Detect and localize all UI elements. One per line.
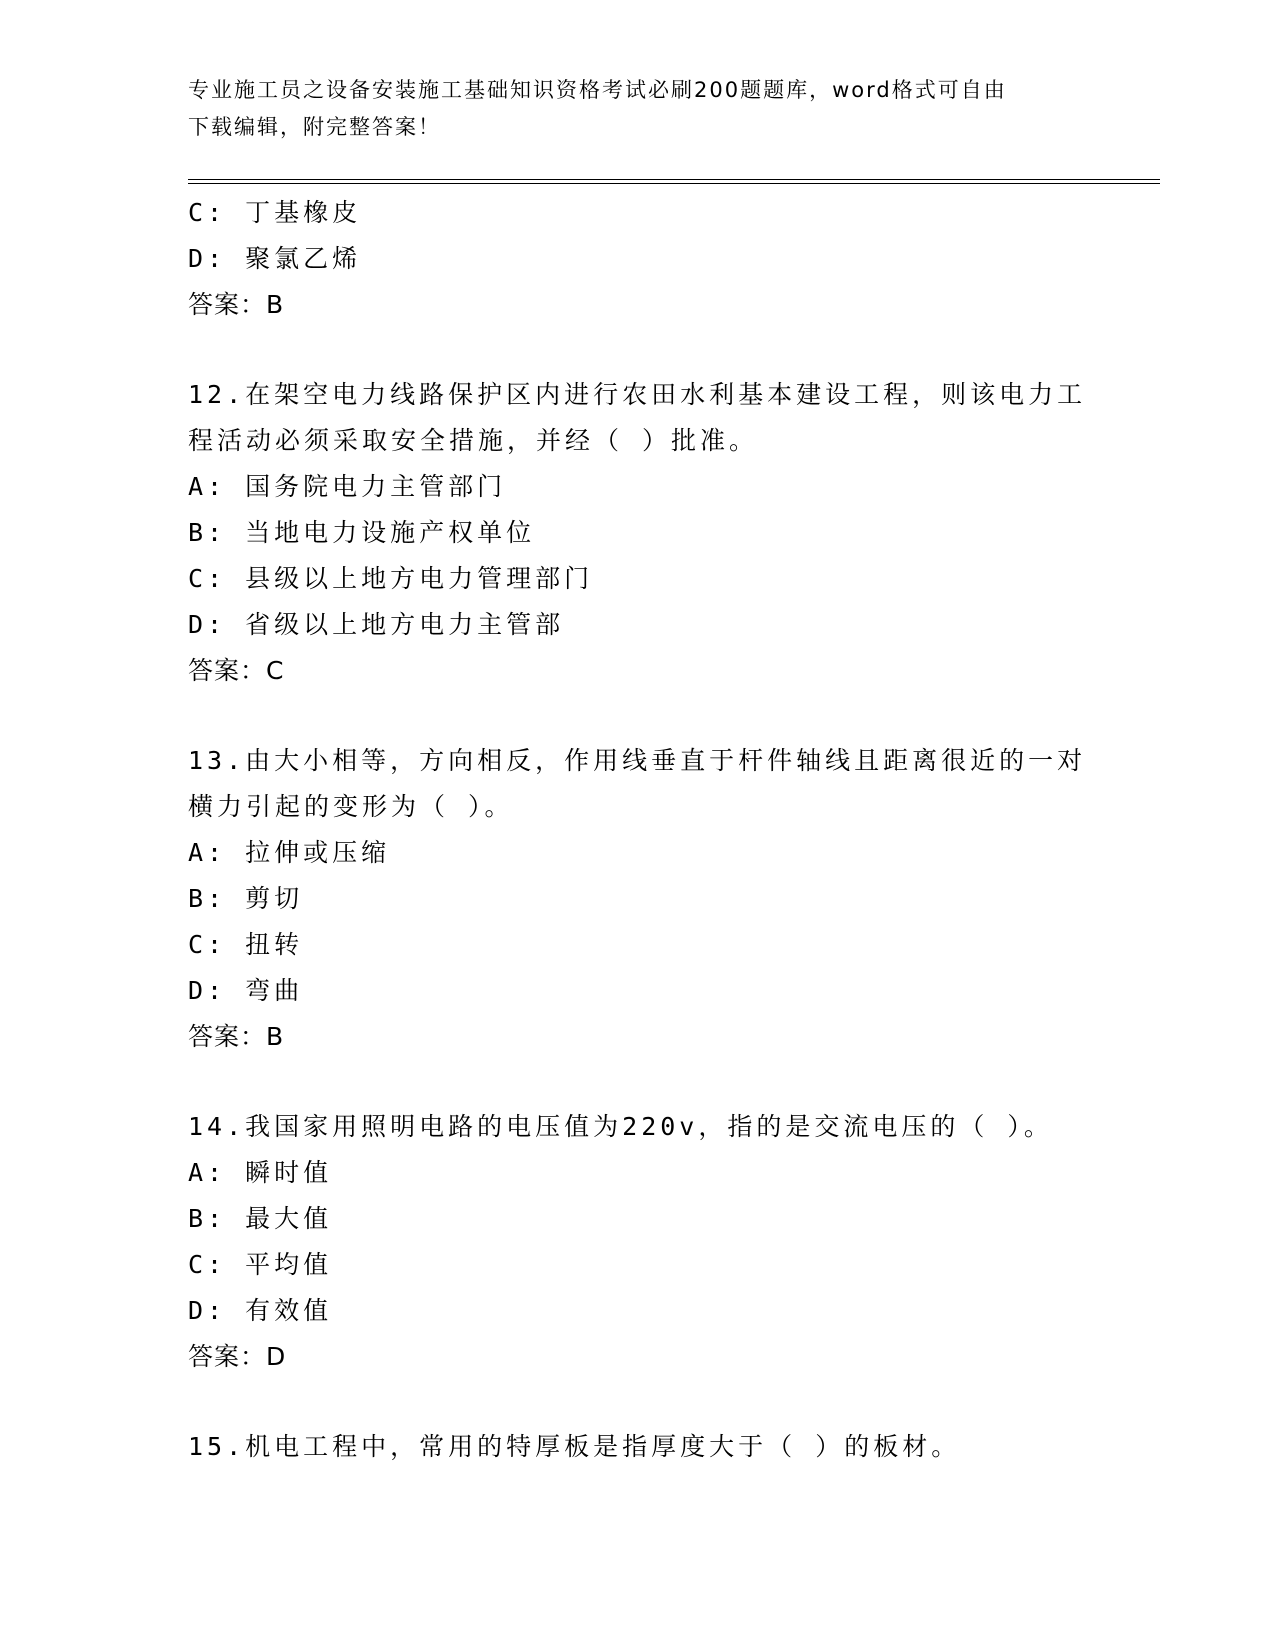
- option-a: A: 国务院电力主管部门: [188, 472, 507, 501]
- option-b: B: 最大值: [188, 1204, 333, 1233]
- option-d: D: 弯曲: [188, 976, 304, 1005]
- answer-line: 答案：B: [188, 1022, 285, 1051]
- header-line-2: 下载编辑，附完整答案！: [188, 115, 441, 139]
- option-a: A: 瞬时值: [188, 1158, 333, 1187]
- option-c: C: 丁基橡皮: [188, 198, 362, 227]
- question-14: [188, 1104, 1088, 1380]
- option-b: B: 当地电力设施产权单位: [188, 518, 536, 547]
- header-divider: [188, 179, 1160, 184]
- option-c: C: 平均值: [188, 1250, 333, 1279]
- question-stem-line: 14.我国家用照明电路的电压值为220v，指的是交流电压的（ ）。: [188, 1112, 1053, 1141]
- answer-line: 答案：B: [188, 290, 285, 319]
- spacer: [188, 1380, 1088, 1424]
- question-stem-line: 15.机电工程中，常用的特厚板是指厚度大于（ ）的板材。: [188, 1432, 961, 1461]
- document-header: [188, 72, 1068, 146]
- spacer: [188, 1060, 1088, 1104]
- header-line-1: 专业施工员之设备安装施工基础知识资格考试必刷200题题库，word格式可自由: [188, 78, 1007, 102]
- question-12: [188, 372, 1088, 694]
- option-c: C: 县级以上地方电力管理部门: [188, 564, 594, 593]
- answer-line: 答案：C: [188, 656, 285, 685]
- question-stem-line: 12.在架空电力线路保护区内进行农田水利基本建设工程，则该电力工: [188, 380, 1087, 409]
- question-15: [188, 1424, 1088, 1470]
- option-d: D: 有效值: [188, 1296, 333, 1325]
- option-a: A: 拉伸或压缩: [188, 838, 391, 867]
- question-stem-line: 13.由大小相等，方向相反，作用线垂直于杆件轴线且距离很近的一对: [188, 746, 1087, 775]
- question-13: [188, 738, 1088, 1060]
- spacer: [188, 694, 1088, 738]
- answer-line: 答案：D: [188, 1342, 287, 1371]
- option-c: C: 扭转: [188, 930, 304, 959]
- question-stem-line: 程活动必须采取安全措施，并经（ ）批准。: [188, 426, 759, 455]
- option-b: B: 剪切: [188, 884, 304, 913]
- spacer: [188, 328, 1088, 372]
- option-d: D: 聚氯乙烯: [188, 244, 362, 273]
- option-d: D: 省级以上地方电力主管部: [188, 610, 565, 639]
- question-stem-line: 横力引起的变形为（ ）。: [188, 792, 514, 821]
- prev-question-block: [188, 190, 1088, 328]
- document-body: [188, 190, 1088, 1470]
